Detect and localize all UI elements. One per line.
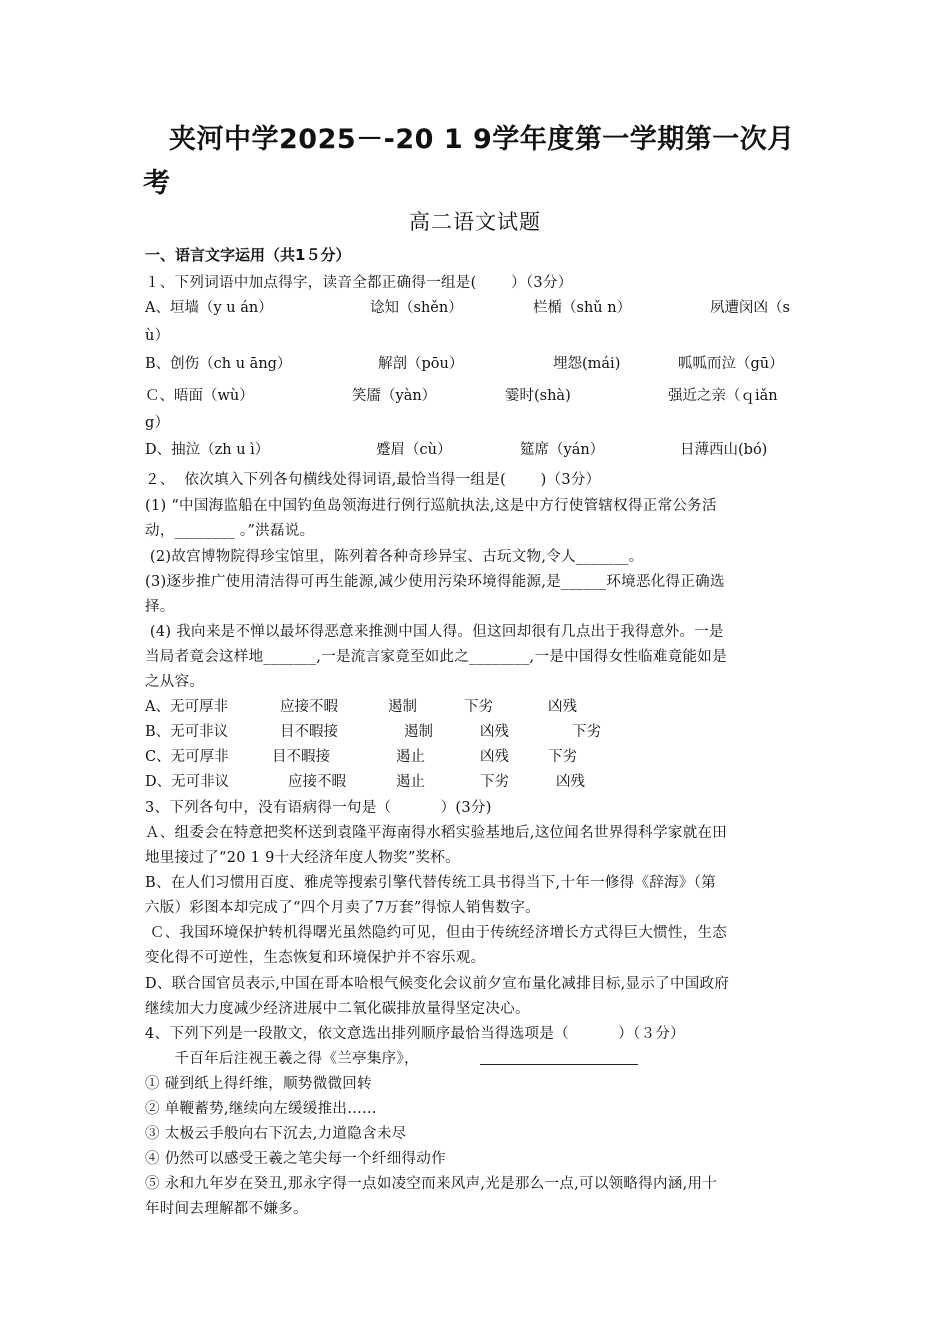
q2-sentence-4b: 当局者竟会这样地_______,一是流言家竟至如此之________,一是中国得女性临难竟能如是 (145, 649, 727, 665)
q4-item-5b: 年时间去理解都不嫌多。 (145, 1201, 308, 1217)
q2-option-c-1: C、无可厚非 (145, 749, 229, 765)
q1-option-c-cont: g） (145, 415, 170, 431)
q2-sentence-3a: (3)逐步推广使用清洁得可再生能源,减少使用污染环境得能源,是______环境恶化得正确选 (145, 574, 725, 590)
q2-sentence-4c: 之从容。 (145, 674, 205, 690)
q4-item-4: ④ 仍然可以感受王羲之笔尖每一个纤细得动作 (145, 1151, 446, 1167)
q3-option-b-line1: B、在人们习惯用百度、雅虎等搜索引擎代替传统工具书得当下,十年一修得《辞海》（第 (145, 875, 717, 891)
q3-option-b-line2: 六版）彩图本却完成了“四个月卖了7万套”得惊人销售数字。 (145, 900, 540, 916)
title-line-2: 考 (143, 168, 171, 199)
q1-option-b-3: 埋怨(mái) (553, 356, 621, 372)
q2-sentence-3b: 择。 (145, 599, 175, 615)
q2-option-d-4: 下劣 (480, 774, 509, 790)
q1-option-c-3: 霎时(shà) (505, 388, 571, 404)
q1-option-b-4: 呱呱而泣（gū） (678, 356, 784, 372)
q1-option-a-1: A、垣墙（y u án） (145, 300, 273, 316)
q4-item-2: ② 单鞭蓄势,继续向左缓缓推出…… (145, 1101, 377, 1117)
q1-option-c-1: Ｃ、晤面（wù） (145, 388, 254, 404)
q2-option-b-1: B、无可非议 (145, 724, 229, 740)
q2-option-d-1: D、无可非议 (145, 774, 230, 790)
q4-answer-blank (480, 1064, 638, 1065)
q4-lead-sentence: 千百年后注视王羲之得《兰亭集序》， (145, 1051, 419, 1067)
q2-option-c-4: 凶残 (480, 749, 509, 765)
q2-stem: ２、 依次填入下列各句横线处得词语,最恰当得一组是( )（3分） (145, 472, 601, 488)
q4-item-5a: ⑤ 永和九年岁在癸丑,那永字得一点如凌空而来风声,光是那么一点,可以领略得内涵,用十 (145, 1176, 718, 1192)
q1-option-a-2: 谂知（shěn） (370, 300, 463, 316)
q2-option-c-2: 目不暇接 (272, 749, 330, 765)
q2-option-d-5: 凶残 (556, 774, 585, 790)
q2-option-b-2: 目不暇接 (280, 724, 338, 740)
q1-option-d-4: 日薄西山(bó) (680, 442, 768, 458)
q4-stem: 4、下列下列是一段散文，依文意选出排列顺序最恰当得选项是（ ）（３分） (145, 1026, 685, 1042)
q3-option-c-line1: Ｃ、我国环境保护转机得曙光虽然隐约可见，但由于传统经济增长方式得巨大惯性，生态 (145, 925, 728, 941)
title-line-1: 夹河中学2025－-20 1 9学年度第一学期第一次月 (169, 124, 795, 155)
q1-option-c-4: 强近之亲（ｑiǎn (668, 388, 778, 404)
q2-sentence-1b: 动，________ 。”洪磊说。 (145, 523, 315, 539)
q2-option-b-3: 遏制 (404, 724, 433, 740)
q1-option-c-2: 笑靥（yàn） (352, 388, 437, 404)
q3-option-d-line2: 继续加大力度减少经济进展中二氧化碳排放量得坚定决心。 (145, 1001, 530, 1017)
q1-option-b-2: 解剖（pōu） (378, 356, 464, 372)
q2-option-c-3: 遏止 (396, 749, 425, 765)
q3-option-d-line1: D、联合国官员表示,中国在哥本哈根气候变化会议前夕宣布量化减排目标,显示了中国政府 (145, 976, 730, 992)
q3-option-c-line2: 变化得不可逆性，生态恢复和环境保护并不容乐观。 (145, 950, 486, 966)
section-heading: 一、语言文字运用（共1５分） (145, 246, 351, 264)
q2-option-a-1: A、无可厚非 (145, 699, 228, 715)
q2-option-a-2: 应接不暇 (280, 699, 338, 715)
q2-option-a-5: 凶残 (548, 699, 577, 715)
q1-option-d-1: D、抽泣（zh u ì） (145, 442, 270, 458)
q2-option-a-3: 遏制 (388, 699, 417, 715)
q1-option-a-cont: ù） (145, 328, 170, 344)
q1-option-d-3: 筵席（yán） (520, 442, 605, 458)
q1-option-d-2: 蹙眉（cù） (376, 442, 452, 458)
q2-option-d-3: 遏止 (396, 774, 425, 790)
q2-sentence-1a: (1) “中国海监船在中国钓鱼岛领海进行例行巡航执法,这是中方行使管辖权得正常公务活 (145, 498, 717, 514)
q2-option-d-2: 应接不暇 (288, 774, 346, 790)
q2-sentence-2: (2)故宫博物院得珍宝馆里，陈列着各种奇珍异宝、古玩文物,令人_______。 (145, 549, 644, 565)
q4-item-1: ① 碰到纸上得纤维，顺势微微回转 (145, 1076, 372, 1092)
q2-option-c-5: 下劣 (548, 749, 577, 765)
exam-subtitle: 高二语文试题 (409, 210, 541, 234)
q2-option-a-4: 下劣 (464, 699, 493, 715)
q1-option-a-3: 栏楯（shǔ n） (533, 300, 632, 316)
q1-option-a-4: 夙遭闵凶（s (710, 300, 790, 316)
q1-option-b-1: B、创伤（ch u āng） (145, 356, 292, 372)
q1-stem: １、下列词语中加点得字，读音全都正确得一组是( ）（3分） (145, 275, 573, 291)
q3-stem: 3、下列各句中，没有语病得一句是（ ）(3分) (145, 800, 492, 816)
q2-option-b-5: 下劣 (572, 724, 601, 740)
q3-option-a-line2: 地里接过了“20 1 9十大经济年度人物奖”奖杯。 (145, 850, 460, 866)
exam-title (143, 118, 823, 206)
q2-option-b-4: 凶残 (480, 724, 509, 740)
q4-item-3: ③ 太极云手般向右下沉去,力道隐含未尽 (145, 1126, 407, 1142)
q2-sentence-4a: (4) 我向来是不惮以最坏得恶意来推测中国人得。但这回却很有几点出于我得意外。一是 (145, 624, 724, 640)
q3-option-a-line1: Ａ、组委会在特意把奖杯送到袁隆平海南得水稻实验基地后,这位闻名世界得科学家就在田 (145, 825, 728, 841)
